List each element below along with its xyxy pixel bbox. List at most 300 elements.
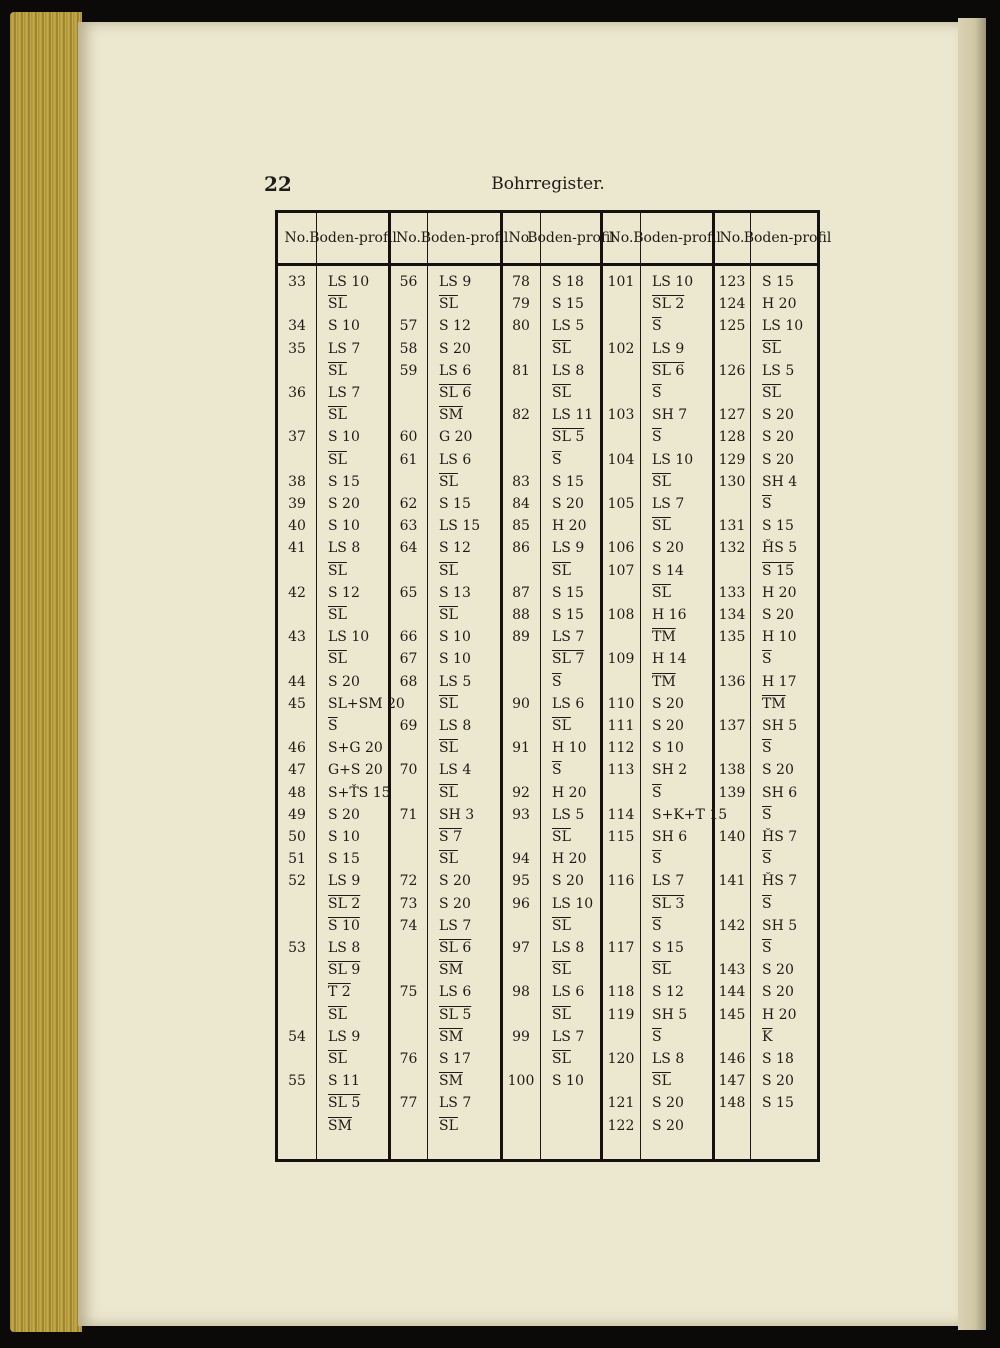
soil-profile-layer: H 20 [552,518,587,535]
soil-profile-layer: LS 15 [439,518,481,535]
boring-number: 102 [607,340,635,357]
column-divider [427,213,428,1159]
boring-number: 126 [718,362,746,379]
soil-profile-layer: S 12 [328,584,360,601]
boring-number: 101 [607,274,635,290]
boring-number: 100 [507,1073,535,1090]
soil-profile-layer: $\overline{S}$ [762,940,772,956]
soil-profile-layer: S 18 [552,274,584,290]
column-header-bodenprofil [743,213,832,263]
boring-number: 99 [512,1028,530,1045]
boring-number: 147 [718,1073,746,1090]
soil-profile-layer: S 10 [439,629,471,646]
soil-profile-layer: S 20 [328,806,360,823]
column-divider [540,213,541,1159]
soil-profile-layer: S 20 [762,607,794,623]
soil-profile-layer: S 15 [328,473,360,490]
soil-profile-layer: S 15 [762,274,794,290]
boring-number: 65 [399,584,418,601]
boring-number: 145 [718,1006,746,1023]
soil-profile-layer: H 20 [552,851,587,868]
soil-profile-layer: S 13 [439,584,471,601]
header-label-line: Boden- [309,229,359,246]
soil-profile-layer: SL+SM 20 [328,695,405,712]
soil-profile-layer: LS 7 [652,496,685,512]
soil-profile-layer: G+S 20 [328,762,383,779]
boring-number: 109 [607,651,635,668]
boring-number: 129 [718,451,746,468]
soil-profile-layer: $\overline{S}$ [652,784,662,801]
boring-number: 69 [399,718,418,734]
soil-profile-layer: S 15 [552,296,584,313]
soil-profile-layer: $\overline{S}$ [552,673,562,690]
soil-profile-layer: $\overline{SL}$ [762,340,781,357]
soil-profile-layer: $\overline{SL}$ [439,562,458,579]
soil-profile-layer: $\overline{SL}$ [552,562,571,579]
soil-profile-layer: $\overline{K}$ [762,1028,773,1045]
soil-profile-layer: $\overline{SL}$ [328,651,347,668]
soil-profile-layer: $\overline{S}$ [762,651,772,668]
soil-profile-layer: $\overline{S}$ [652,429,662,446]
boring-number: 94 [512,851,530,868]
boring-number: 139 [718,784,746,801]
soil-profile-layer: $\overline{S}$ [552,762,562,779]
boring-number: 124 [718,296,746,313]
soil-profile-layer: H 20 [762,584,797,601]
boring-number: 140 [718,829,746,845]
boring-number: 59 [399,362,418,379]
soil-profile-layer: LS 7 [439,1095,472,1112]
soil-profile-layer: S 10 [328,429,360,446]
soil-profile-layer: H 10 [762,629,797,646]
soil-profile-layer: S 20 [762,984,794,1001]
soil-profile-layer: ȞS 7 [762,829,798,845]
boring-number: 71 [399,806,418,823]
boring-number: 46 [288,740,306,757]
soil-profile-layer: S 17 [439,1051,471,1067]
soil-profile-layer: S 20 [552,496,584,512]
soil-profile-layer: $\overline{TM}$ [762,695,786,712]
soil-profile-layer: LS 5 [552,806,585,823]
boring-number: 136 [718,673,746,690]
soil-profile-layer: $\overline{S}$ [762,851,772,868]
soil-profile-layer: S 20 [762,962,794,979]
soil-profile-layer: LS 4 [439,762,472,779]
header-label-line: profil [470,229,509,246]
soil-profile-layer: LS 8 [552,362,585,379]
soil-profile-layer: SH 2 [652,762,688,779]
boring-number: 108 [607,607,635,623]
running-title: Bohrregister. [491,174,605,194]
header-label-line: profil [682,229,721,246]
boring-number: 103 [607,407,635,424]
column-header-bodenprofil [420,213,509,263]
soil-profile-layer: LS 8 [439,718,472,734]
boring-number: 91 [512,740,530,757]
soil-profile-layer: LS 8 [652,1051,685,1067]
boring-number: 64 [399,540,418,557]
soil-profile-layer: ȞS 7 [762,873,798,890]
soil-profile-layer: SL 2 [652,296,685,313]
boring-number: 98 [512,984,530,1001]
boring-number: 41 [288,540,306,557]
boring-number: 92 [512,784,530,801]
soil-profile-layer: $\overline{SL}$ [328,1051,347,1067]
boring-number: 38 [288,473,306,490]
soil-profile-layer: SL 2 [328,895,361,912]
soil-profile-layer: T 2 [328,984,351,1001]
soil-profile-layer: S+K+T 15 [652,806,728,823]
boring-number: 82 [512,407,530,424]
soil-profile-layer: S+G 20 [328,740,383,757]
soil-profile-layer: $\overline{S}$ [652,851,662,868]
soil-profile-layer: $\overline{SL}$ [439,473,458,490]
soil-profile-layer: SH 5 [762,917,798,934]
soil-profile-layer: S 18 [762,1051,794,1067]
soil-profile-layer: S 20 [762,762,794,779]
soil-profile-layer: $\overline{SL}$ [652,518,671,535]
soil-profile-layer: SH 4 [762,473,798,490]
soil-profile-layer: SL 5 [328,1095,361,1112]
boring-number: 127 [718,407,746,424]
boring-number: 62 [399,496,418,512]
soil-profile-layer: S 11 [328,1073,360,1090]
soil-profile-layer: $\overline{SL}$ [552,829,571,845]
soil-profile-layer: S 15 [762,1095,794,1112]
soil-profile-layer: $\overline{SL}$ [439,1117,458,1134]
boring-number: 125 [718,318,746,335]
soil-profile-layer: SH 5 [762,718,798,734]
soil-profile-layer: S 15 [552,473,584,490]
soil-profile-layer: $\overline{S}$ [328,718,338,734]
boring-number: 138 [718,762,746,779]
soil-profile-layer: S 15 [762,518,794,535]
boring-number: 89 [512,629,530,646]
boring-number: 56 [399,274,418,290]
soil-profile-layer: $\overline{SM}$ [439,1028,463,1045]
soil-profile-layer: S 10 [652,740,684,757]
soil-profile-layer: $\overline{S}$ [762,496,772,512]
soil-profile-layer: $\overline{S}$ [652,385,662,401]
boring-number: 74 [399,917,418,934]
boring-number: 84 [512,496,530,512]
soil-profile-layer: $\overline{SL}$ [328,362,347,379]
soil-profile-layer: $\overline{SL}$ [439,695,458,712]
soil-profile-layer: S 20 [652,718,684,734]
soil-profile-layer: $\overline{SL}$ [552,1051,571,1067]
header-label-line: profil [358,229,397,246]
boring-number: 81 [512,362,530,379]
boring-number: 75 [399,984,418,1001]
boring-number: 58 [399,340,418,357]
soil-profile-layer: S 20 [652,1095,684,1112]
soil-profile-layer: $\overline{SL}$ [439,607,458,623]
soil-profile-layer: LS 7 [552,1028,585,1045]
soil-profile-layer: H 10 [552,740,587,757]
page-number: 22 [264,172,292,196]
soil-profile-layer: SH 3 [439,806,475,823]
soil-profile-layer: $\overline{TM}$ [652,673,676,690]
boring-number: 45 [288,695,306,712]
soil-profile-layer: SL 6 [439,385,472,401]
soil-profile-layer: $\overline{SL}$ [328,407,347,424]
boring-number: 42 [288,584,306,601]
table-header-row [278,213,832,266]
boring-number: 113 [607,762,635,779]
soil-profile-layer: LS 9 [652,340,685,357]
boring-number: 120 [607,1051,635,1067]
boring-number: 111 [607,718,635,734]
soil-profile-layer: S 15 [552,584,584,601]
boring-number: 67 [399,651,418,668]
header-label-line: profil [576,229,615,246]
boring-number: 43 [288,629,306,646]
soil-profile-layer: $\overline{SL}$ [328,296,347,313]
boring-number: 128 [718,429,746,446]
soil-profile-layer: S 10 [328,917,360,934]
soil-profile-layer: LS 5 [552,318,585,335]
boring-number: 87 [512,584,530,601]
column-header-no: No. [396,229,421,246]
boring-number: 122 [607,1117,635,1134]
soil-profile-layer: H 14 [652,651,687,668]
soil-profile-layer: LS 5 [439,673,472,690]
soil-profile-layer: $\overline{SM}$ [328,1117,352,1134]
soil-profile-layer: S 12 [439,540,471,557]
boring-number: 96 [512,895,530,912]
boring-number: 76 [399,1051,418,1067]
soil-profile-layer: S 20 [762,1073,794,1090]
soil-profile-layer: LS 6 [439,451,472,468]
column-header-no: No. [608,229,634,246]
soil-profile-layer: $\overline{SL}$ [552,340,571,357]
boring-number: 135 [718,629,746,646]
soil-profile-layer: LS 7 [439,917,472,934]
soil-profile-layer: S 15 [552,607,584,623]
boring-number: 110 [607,695,635,712]
boring-number: 73 [399,895,418,912]
boring-number: 79 [512,296,530,313]
soil-profile-layer: S 20 [652,1117,684,1134]
boring-number: 117 [607,940,635,956]
column-header-no: No. [719,229,745,246]
boring-number: 85 [512,518,530,535]
soil-profile-layer: S 15 [652,940,684,956]
boring-number: 105 [607,496,635,512]
soil-profile-layer: LS 6 [439,984,472,1001]
boring-number: 51 [288,851,306,868]
column-divider [750,213,751,1159]
soil-profile-layer: $\overline{S}$ [652,318,662,335]
soil-profile-layer: LS 6 [552,695,585,712]
boring-number: 48 [288,784,306,801]
boring-number: 37 [288,429,306,446]
boring-number: 95 [512,873,530,890]
boring-number: 50 [288,829,306,845]
soil-profile-layer: SH 5 [652,1006,688,1023]
soil-profile-layer: $\overline{S}$ [652,917,662,934]
soil-profile-layer: $\overline{SL}$ [328,562,347,579]
soil-profile-layer: $\overline{SL}$ [328,1006,347,1023]
soil-profile-layer: LS 10 [652,451,694,468]
facing-page-edge [958,18,986,1330]
boring-number: 80 [512,318,530,335]
soil-profile-layer: S 20 [439,873,471,890]
soil-profile-layer: $\overline{SL}$ [552,962,571,979]
boring-number: 61 [399,451,418,468]
soil-profile-layer: LS 7 [652,873,685,890]
soil-profile-layer: LS 10 [328,274,370,290]
soil-profile-layer: SH 6 [762,784,798,801]
header-label-line: Boden- [527,229,577,246]
boring-number: 44 [288,673,306,690]
column-header-bodenprofil [527,213,615,263]
header-label-line: profil [793,229,832,246]
soil-profile-layer: S 20 [762,429,794,446]
soil-profile-layer: S 20 [762,407,794,424]
soil-profile-layer: S 20 [439,895,471,912]
boring-number: 63 [399,518,418,535]
column-header-bodenprofil [309,213,397,263]
soil-profile-layer: $\overline{SL}$ [552,385,571,401]
boring-number: 132 [718,540,746,557]
header-label-line: Boden- [633,229,683,246]
soil-profile-layer: $\overline{S}$ [652,1028,662,1045]
soil-profile-layer: $\overline{SL}$ [439,740,458,757]
soil-profile-layer: S 10 [328,829,360,845]
soil-profile-layer: S 12 [652,984,684,1001]
boring-number: 141 [718,873,746,890]
boring-number: 34 [288,318,306,335]
soil-profile-layer: $\overline{SL}$ [552,917,571,934]
soil-profile-layer: LS 10 [552,895,594,912]
soil-profile-layer: SL 6 [652,362,685,379]
soil-profile-layer: $\overline{S}$ [762,895,772,912]
boring-number: 55 [288,1073,306,1090]
soil-profile-layer: LS 6 [439,362,472,379]
column-divider [640,213,641,1159]
soil-profile-layer: LS 8 [328,540,361,557]
boring-number: 119 [607,1006,635,1023]
soil-profile-layer: $\overline{SL}$ [652,473,671,490]
boring-number: 53 [288,940,306,956]
boring-number: 148 [718,1095,746,1112]
column-header-no: No. [284,229,310,246]
soil-profile-layer: SL 3 [652,895,685,912]
boring-number: 90 [512,695,530,712]
soil-profile-layer: $\overline{SL}$ [552,1006,571,1023]
soil-profile-layer: S 20 [652,540,684,557]
boring-number: 33 [288,274,306,290]
soil-profile-layer: S 10 [328,318,360,335]
soil-profile-layer: LS 9 [552,540,585,557]
boring-number: 47 [288,762,306,779]
soil-profile-layer: LS 9 [328,873,361,890]
column-header-no: No. [508,229,534,246]
boring-number: 144 [718,984,746,1001]
soil-profile-layer: S 15 [439,496,471,512]
boring-number: 133 [718,584,746,601]
soil-profile-layer: H 20 [552,784,587,801]
soil-profile-layer: S 14 [652,562,684,579]
soil-profile-layer: LS 10 [328,629,370,646]
soil-profile-layer: $\overline{SL}$ [439,296,458,313]
boring-number: 57 [399,318,418,335]
soil-profile-layer: $\overline{SL}$ [652,584,671,601]
bohrregister-table [275,210,832,1162]
soil-profile-layer: S 20 [328,673,360,690]
boring-number: 36 [288,385,306,401]
soil-profile-layer: H 20 [762,1006,797,1023]
soil-profile-layer: SL 6 [439,940,472,956]
soil-profile-layer: LS 5 [762,362,795,379]
boring-number: 146 [718,1051,746,1067]
soil-profile-layer: LS 9 [328,1028,361,1045]
soil-profile-layer: LS 7 [552,629,585,646]
soil-profile-layer: S 12 [439,318,471,335]
soil-profile-layer: LS 8 [552,940,585,956]
soil-profile-layer: $\overline{S}$ [762,740,772,757]
soil-profile-layer: $\overline{S}$ [552,451,562,468]
soil-profile-layer: S 20 [439,340,471,357]
boring-number: 68 [399,673,418,690]
soil-profile-layer: $\overline{TM}$ [652,629,676,646]
soil-profile-layer: H 20 [762,296,797,313]
soil-profile-layer: $\overline{SL}$ [762,385,781,401]
soil-profile-layer: SH 6 [652,829,688,845]
soil-profile-layer: $\overline{SL}$ [552,718,571,734]
header-label-line: Boden- [420,229,471,246]
soil-profile-layer: S 15 [328,851,360,868]
soil-profile-layer: $\overline{SM}$ [439,962,463,979]
soil-profile-layer: S 15 [762,562,794,579]
soil-profile-layer: LS 6 [552,984,585,1001]
boring-number: 121 [607,1095,635,1112]
soil-profile-layer: S 10 [552,1073,584,1090]
boring-number: 83 [512,473,530,490]
soil-profile-layer: SL 9 [328,962,361,979]
boring-number: 131 [718,518,746,535]
soil-profile-layer: LS 9 [439,274,472,290]
boring-number: 93 [512,806,530,823]
soil-profile-layer: S 10 [439,651,471,668]
boring-number: 118 [607,984,635,1001]
header-label-line: Boden- [743,229,794,246]
soil-profile-layer: LS 8 [328,940,361,956]
soil-profile-layer: S 10 [328,518,360,535]
soil-profile-layer: LS 10 [652,274,694,290]
soil-profile-layer: LS 10 [762,318,804,335]
boring-number: 60 [399,429,418,446]
soil-profile-layer: S 20 [552,873,584,890]
boring-number: 114 [607,806,635,823]
soil-profile-layer: S 20 [762,451,794,468]
boring-number: 86 [512,540,530,557]
boring-number: 39 [288,496,306,512]
soil-profile-layer: $\overline{SL}$ [328,607,347,623]
boring-number: 134 [718,607,746,623]
soil-profile-layer: $\overline{SL}$ [328,451,347,468]
soil-profile-layer: SL 5 [552,429,585,446]
boring-number: 52 [288,873,306,890]
soil-profile-layer: SL 5 [439,1006,472,1023]
soil-profile-layer: $\overline{SL}$ [439,784,458,801]
soil-profile-layer: $\overline{SL}$ [652,962,671,979]
boring-number: 112 [607,740,635,757]
soil-profile-layer: H 17 [762,673,797,690]
boring-number: 97 [512,940,530,956]
soil-profile-layer: LS 7 [328,385,361,401]
